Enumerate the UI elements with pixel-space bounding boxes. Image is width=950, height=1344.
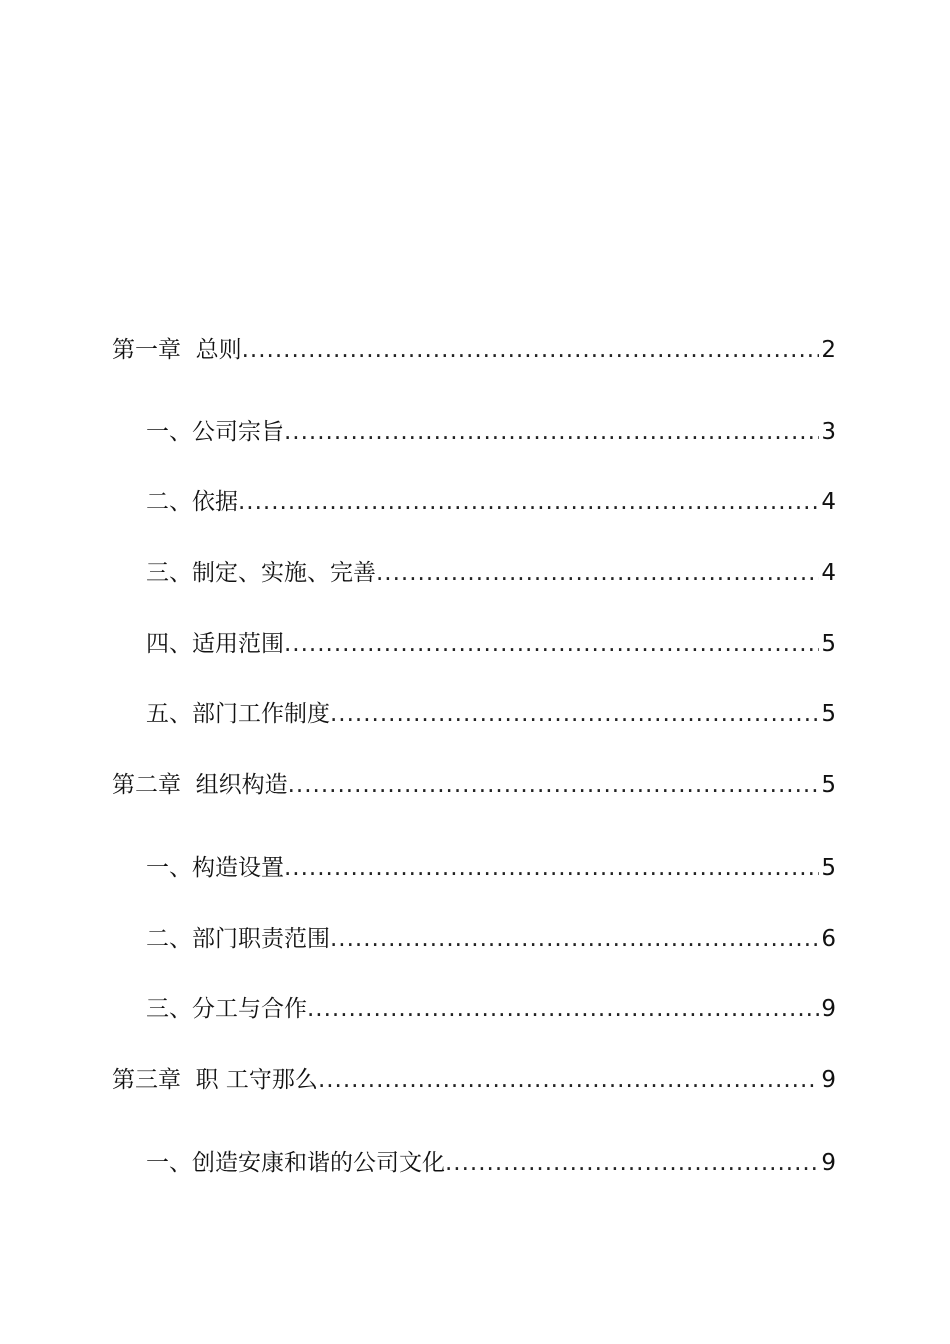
toc-entry-title: 二、依据 bbox=[146, 489, 238, 515]
dot-leader bbox=[330, 698, 819, 730]
toc-page-number: 9 bbox=[821, 1067, 836, 1093]
toc-entry-section[interactable] bbox=[146, 486, 836, 518]
toc-entry-title: 三、制定、实施、完善 bbox=[146, 560, 376, 586]
toc-entry-title: 一、公司宗旨 bbox=[146, 419, 284, 445]
dot-leader bbox=[445, 1147, 819, 1179]
dot-leader bbox=[284, 416, 819, 448]
toc-entry-title: 四、适用范围 bbox=[146, 631, 284, 657]
toc-entry-section[interactable] bbox=[146, 698, 836, 730]
toc-page-number: 5 bbox=[821, 855, 836, 881]
dot-leader bbox=[288, 769, 820, 801]
dot-leader bbox=[376, 557, 819, 589]
toc-entry-title: 第三章 职 工守那么 bbox=[112, 1067, 318, 1093]
toc-page-number: 6 bbox=[821, 926, 836, 952]
toc-page-number: 5 bbox=[821, 701, 836, 727]
toc-entry-chapter-3[interactable] bbox=[112, 1064, 836, 1096]
toc-page-number: 5 bbox=[821, 772, 836, 798]
toc-entry-section[interactable] bbox=[146, 993, 836, 1025]
toc-entry-chapter-2[interactable] bbox=[112, 769, 836, 801]
toc-entry-title: 一、构造设置 bbox=[146, 855, 284, 881]
toc-page-number: 4 bbox=[821, 489, 836, 515]
toc-page-number: 9 bbox=[821, 996, 836, 1022]
toc-page-number: 2 bbox=[821, 337, 836, 363]
dot-leader bbox=[307, 993, 819, 1025]
toc-page-number: 3 bbox=[821, 419, 836, 445]
dot-leader bbox=[284, 852, 819, 884]
dot-leader bbox=[318, 1064, 819, 1096]
dot-leader bbox=[242, 334, 820, 366]
toc-entry-section[interactable] bbox=[146, 416, 836, 448]
dot-leader bbox=[284, 628, 819, 660]
toc-entry-title: 第二章 组织构造 bbox=[112, 772, 288, 798]
toc-entry-section[interactable] bbox=[146, 923, 836, 955]
toc-entry-section[interactable] bbox=[146, 557, 836, 589]
toc-entry-chapter-1[interactable] bbox=[112, 334, 836, 366]
toc-entry-title: 第一章 总则 bbox=[112, 337, 242, 363]
toc-entry-section[interactable] bbox=[146, 852, 836, 884]
toc-entry-title: 五、部门工作制度 bbox=[146, 701, 330, 727]
toc-entry-title: 一、创造安康和谐的公司文化 bbox=[146, 1150, 445, 1176]
toc-page-number: 5 bbox=[821, 631, 836, 657]
toc-page-number: 4 bbox=[821, 560, 836, 586]
toc-page-number: 9 bbox=[821, 1150, 836, 1176]
toc-entry-title: 二、部门职责范围 bbox=[146, 926, 330, 952]
toc-entry-title: 三、分工与合作 bbox=[146, 996, 307, 1022]
toc-entry-section[interactable] bbox=[146, 1147, 836, 1179]
dot-leader bbox=[238, 486, 819, 518]
toc-entry-section[interactable] bbox=[146, 628, 836, 660]
dot-leader bbox=[330, 923, 819, 955]
